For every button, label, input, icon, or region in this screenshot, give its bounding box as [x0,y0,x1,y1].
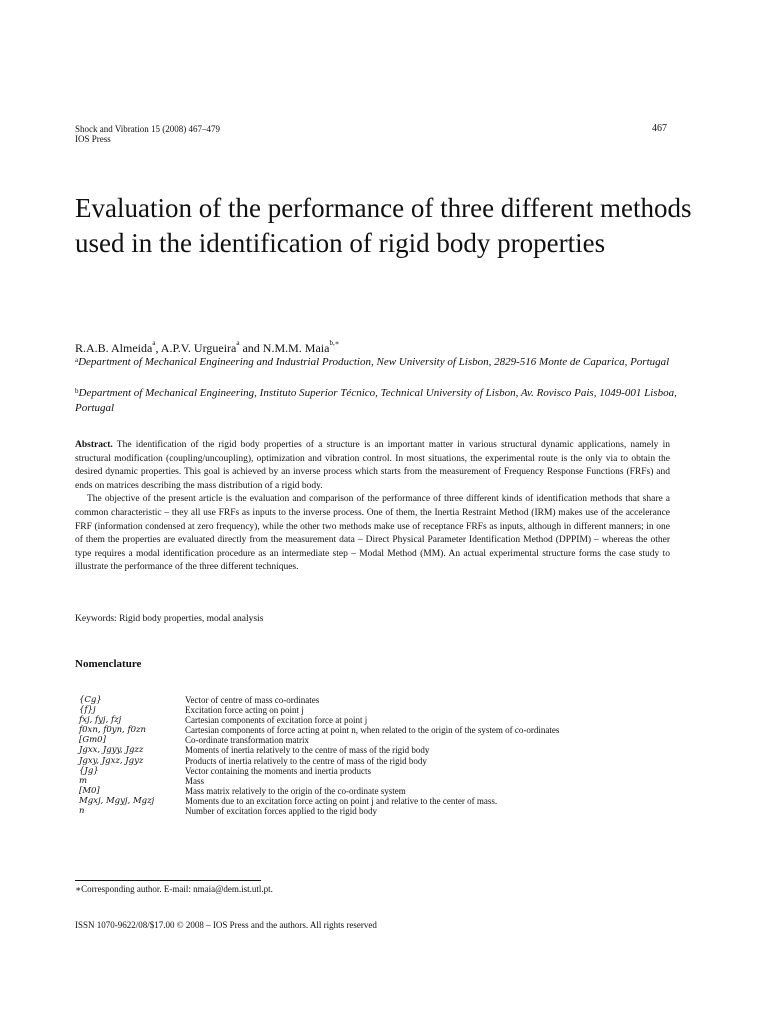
nomenclature-symbol: Jgxy, Jgxz, Jgyz [79,755,144,766]
issn-line: ISSN 1070-9622/08/$17.00 © 2008 – IOS Press and the authors. All rights reserved [75,920,377,930]
author-affiliation-mark: b,∗ [329,339,340,347]
nomenclature-description: Mass [185,775,205,786]
nomenclature-description: Vector containing the moments and inertia products [185,765,371,776]
table-row [79,796,559,806]
author-name: A.P.V. Urgueira [160,341,237,355]
author-affiliation-mark: a [152,339,156,347]
footnote: ∗Corresponding author. E-mail: nmaia@dem.ist.utl.pt. [75,884,273,894]
affiliation [75,355,695,370]
nomenclature-description: Cartesian components of excitation force at point j [185,715,368,726]
abstract-label: Abstract. [75,440,113,450]
author-affiliation-mark: a [236,339,240,347]
nomenclature-description: Co-ordinate transformation matrix [185,735,309,746]
nomenclature-symbol: {Jg} [79,765,99,776]
affiliation-mark: b [75,387,79,395]
footnote-rule [75,880,261,881]
paper-title: Evaluation of the performance of three different methods used in the identification of rigid body properties [75,193,692,258]
page-number: 467 [652,123,667,134]
affiliation-mark: a [75,356,79,364]
nomenclature-description: Cartesian components of force acting at point n, when related to the origin of the system of co-ordinates [185,725,560,736]
table-row [79,725,559,735]
nomenclature-description: Moments of inertia relatively to the centre of mass of the rigid body [185,745,430,756]
author-name: N.M.M. Maia [262,341,330,355]
nomenclature-symbol: [M0] [79,785,100,796]
nomenclature-symbol: [Gm0] [79,735,106,746]
nomenclature-heading: Nomenclature [75,658,142,670]
author-separator: and [239,341,263,355]
table-row [79,695,559,705]
nomenclature-symbol: Mgxj, Mgyj, Mgzj [79,795,155,806]
keywords: Keywords: Rigid body properties, modal analysis [75,614,264,624]
nomenclature-symbol: fxj, fyj, fzj [79,715,122,726]
nomenclature-description: Excitation force acting on point j [185,705,304,716]
affiliation [75,386,695,416]
table-row [79,745,559,755]
nomenclature-symbol: f0xn, f0yn, f0zn [79,725,146,736]
table-row [79,735,559,745]
table-row [79,705,559,715]
nomenclature-symbol: {f}j [79,705,96,716]
abstract-paragraph: The objective of the present article is the evaluation and comparison of the performance of three different kinds of identification methods that share a common characteristic – they all use FRFs as inputs to the inverse process. One of them, the Inertia Restraint Method (IRM) makes use of the accelerance FRF (information condensed at zero frequency), while the other two methods make use of receptance FRFs as inputs, although in different manners; in one of them the properties are evaluated directly from the measurement data – Direct Physical Parameter Identification Method (DPPIM) – whereas the other type requires a modal identification procedure as an intermediate step – Modal Method (MM). An actual experimental structure forms the case study to illustrate the performance of the three different techniques. [75,494,670,573]
author-name: R.A.B. Almeida [75,341,153,355]
abstract [75,439,670,575]
table-row [79,766,559,776]
nomenclature-description: Products of inertia relatively to the centre of mass of the rigid body [185,755,427,766]
abstract-paragraph: The identification of the rigid body properties of a structure is an important matter in various structural dynamic applications, namely in structural modification (coupling/uncoupling), optimization and vibration control. In most situations, the experimental route is the only via to obtain the desired dynamic properties. This goal is achieved by an inverse process which starts from the measurement of Frequency Response Functions (FRFs) and ends on matrices describing the mass distribution of a rigid body. [75,440,670,491]
table-row [79,806,559,816]
nomenclature-symbol: Jgxx, Jgyy, Jgzz [79,745,144,756]
table-row [79,756,559,766]
table-row [79,786,559,796]
affiliation-text: Department of Mechanical Engineering and Industrial Production, New University of Lisbon, 2829-516 Monte de Caparica, Portugal [78,356,670,368]
nomenclature-description: Vector of centre of mass co-ordinates [185,695,320,705]
nomenclature-description: Mass matrix relatively to the origin of the co-ordinate system [185,785,406,796]
author-separator: , [155,341,161,355]
nomenclature-symbol: n [79,806,85,817]
nomenclature-table [79,695,559,816]
table-row [79,776,559,786]
nomenclature-symbol: m [79,775,88,786]
table-row [79,715,559,725]
author-list [75,341,339,356]
nomenclature-description: Moments due to an excitation force acting on point j and relative to the center of mass. [185,795,498,806]
affiliation-text: Department of Mechanical Engineering, Instituto Superior Técnico, Technical University of Lisbon, Av. Rovisco Pais, 1049-001 Lisboa, Portugal [75,387,677,414]
nomenclature-symbol: {Cg} [79,695,102,705]
nomenclature-description: Number of excitation forces applied to the rigid body [185,806,377,817]
journal-citation: Shock and Vibration 15 (2008) 467–479 [75,124,221,134]
publisher: IOS Press [75,134,111,144]
